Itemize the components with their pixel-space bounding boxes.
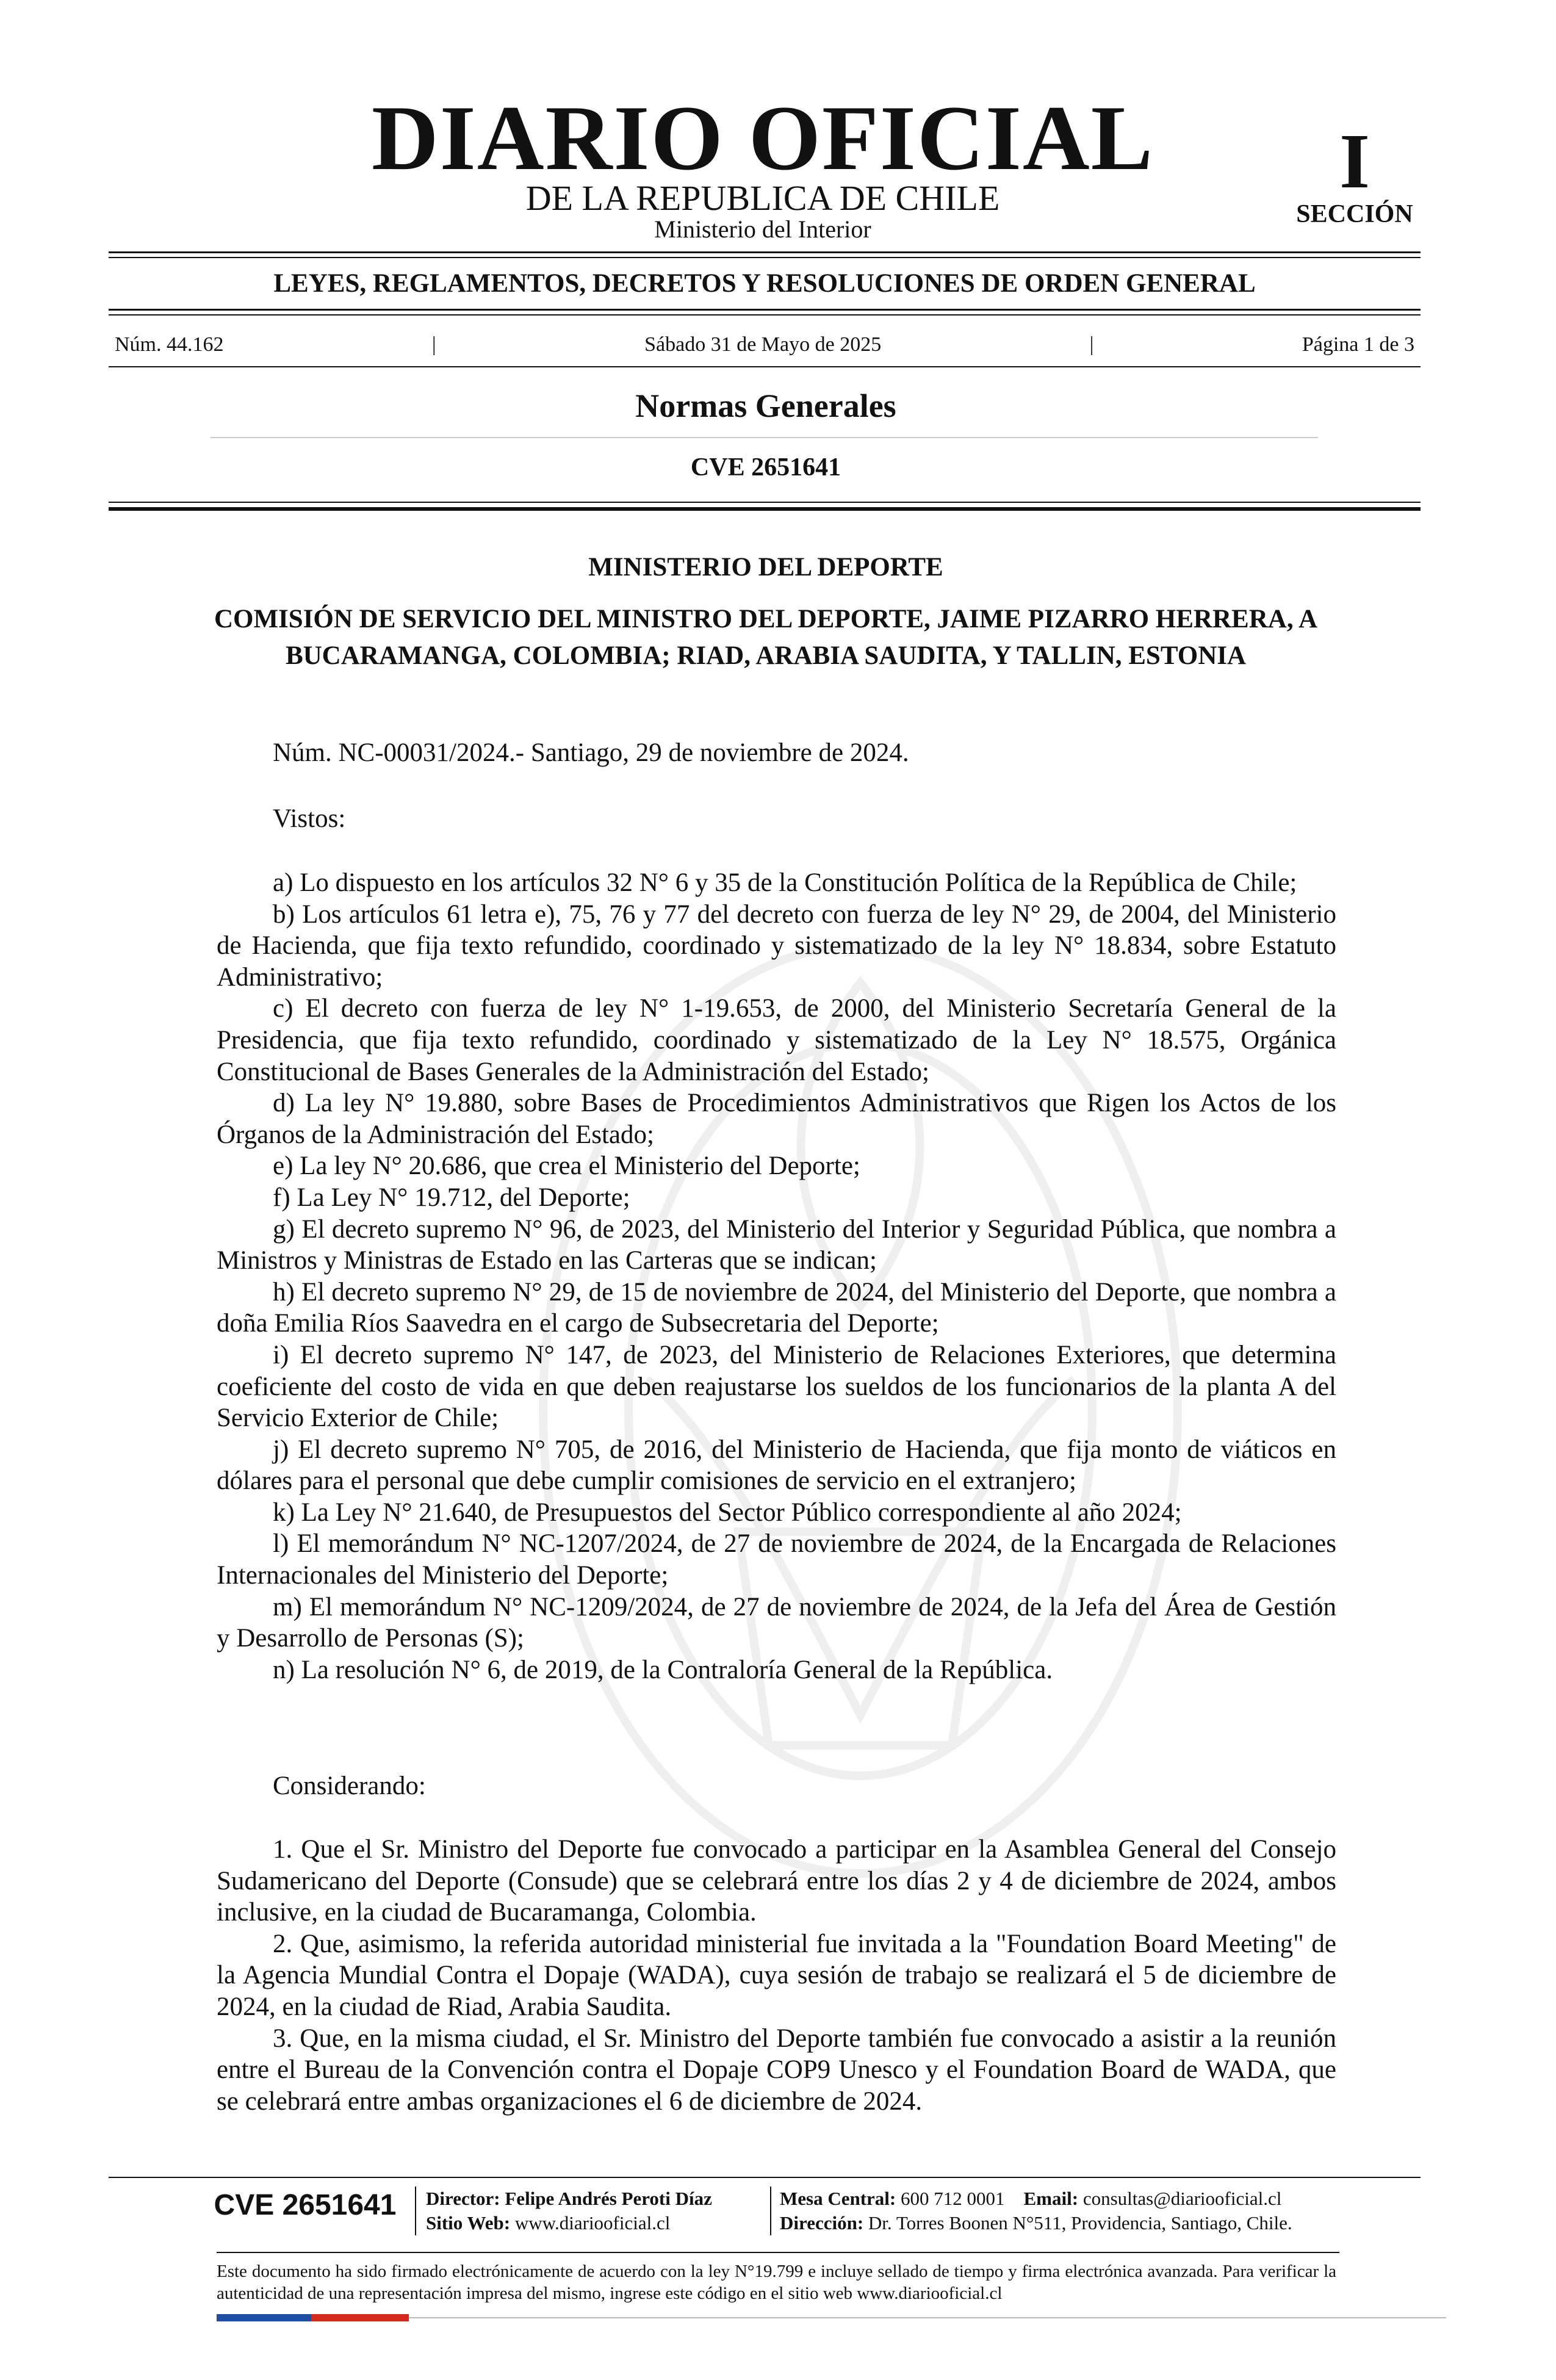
vistos-item: c) El decreto con fuerza de ley N° 1-19.653, de 2000, del Ministerio Secretaría General de la Presidencia, que fija texto refundido, coordinado y sistematizado de la Ley N° 18.575, Orgánica Constitucional de Bases Generales de la Administración del Estado; xyxy=(217,994,1336,1086)
phone-number: 600 712 0001 xyxy=(901,2188,1005,2209)
vistos-label: Vistos: xyxy=(273,804,346,833)
considerando-item: 2. Que, asimismo, la referida autoridad ministerial fue invitada a la "Foundation Board Meeting" de la Agencia Mundial Contra el Dopaje (WADA), cuya sesión de trabajo se realizará el 5 de diciembre de 2024, en la ciudad de Riad, Arabia Saudita. xyxy=(217,1929,1336,2021)
vistos-item: e) La ley N° 20.686, que crea el Ministerio del Deporte; xyxy=(273,1152,860,1181)
signature-disclaimer: Este documento ha sido firmado electrónicamente de acuerdo con la ley N°19.799 e incluye sellado de tiempo y firma electrónica avanzada. Para verificar la autenticidad de una representación impresa del mismo, ingrese este código en el sitio web www.diariooficial.cl xyxy=(217,2262,1336,2303)
footer-director-block xyxy=(426,2187,768,2235)
issue-separator: | xyxy=(431,333,436,356)
director-name: Felipe Andrés Peroti Díaz xyxy=(505,2188,712,2209)
masthead-subtitle: DE LA REPUBLICA DE CHILE xyxy=(525,178,1000,218)
issue-page: Página 1 de 3 xyxy=(1302,333,1414,356)
cve-rule-1 xyxy=(109,502,1421,503)
vistos-item: f) La Ley N° 19.712, del Deporte; xyxy=(273,1183,630,1212)
issue-meta-bar xyxy=(115,334,1414,355)
considerando-item: 1. Que el Sr. Ministro del Deporte fue convocado a participar en la Asamblea General del Consejo Sudamericano del Deporte (Consude) que se celebrará entre los días 2 y 4 de diciembre de 2024, ambos inclusive, en la ciudad de Bucaramanga, Colombia. xyxy=(217,1835,1336,1927)
section-number: I xyxy=(1339,118,1370,204)
footer-separator xyxy=(770,2187,771,2235)
masthead-rule-second xyxy=(109,257,1421,258)
vistos-item: j) El decreto supremo N° 705, de 2016, del Ministerio de Hacienda, que fija monto de viáticos en dólares para el personal que debe cumplir comisiones de servicio en el extranjero; xyxy=(217,1435,1336,1496)
vistos-item: h) El decreto supremo N° 29, de 15 de noviembre de 2024, del Ministerio del Deporte, que nombra a doña Emilia Ríos Saavedra en el cargo de Subsecretaria del Deporte; xyxy=(217,1277,1336,1338)
vistos-item: g) El decreto supremo N° 96, de 2023, del Ministerio del Interior y Seguridad Pública, que nombra a Ministros y Ministras de Estado en las Carteras que se indican; xyxy=(217,1214,1336,1275)
banner-rule-1 xyxy=(109,309,1421,311)
address-text: Dr. Torres Boonen N°511, Providencia, Santiago, Chile. xyxy=(868,2212,1292,2234)
vistos-item: i) El decreto supremo N° 147, de 2023, del Ministerio de Relaciones Exteriores, que determina coeficiente del costo de vida en que deben reajustarse los sueldos de los funcionarios de la planta A del Servicio Exterior de Chile; xyxy=(217,1340,1336,1433)
website-link[interactable]: www.diariooficial.cl xyxy=(514,2212,671,2234)
phone-label: Mesa Central: xyxy=(780,2188,896,2209)
flag-stripe-red xyxy=(311,2314,409,2321)
vistos-item: m) El memorándum N° NC-1209/2024, de 27 de noviembre de 2024, de la Jefa del Área de Gestión y Desarrollo de Personas (S); xyxy=(217,1592,1336,1653)
director-label: Director: xyxy=(426,2188,500,2209)
meta-rule xyxy=(109,366,1421,367)
masthead-title: DIARIO OFICIAL xyxy=(371,87,1154,189)
vistos-item: l) El memorándum N° NC-1207/2024, de 27 de noviembre de 2024, de la Encargada de Relaciones Internacionales del Ministerio del Deporte; xyxy=(217,1529,1336,1590)
document-number-line: Núm. NC-00031/2024.- Santiago, 29 de noviembre de 2024. xyxy=(273,738,909,767)
vistos-list xyxy=(217,867,1336,1686)
email-label: Email: xyxy=(1023,2188,1079,2209)
laws-banner: LEYES, REGLAMENTOS, DECRETOS Y RESOLUCIONES DE ORDEN GENERAL xyxy=(273,269,1256,298)
section-title-divider xyxy=(211,437,1318,438)
vistos-item: k) La Ley N° 21.640, de Presupuestos del Sector Público correspondiente al año 2024; xyxy=(273,1498,1182,1527)
issue-number: Núm. 44.162 xyxy=(115,333,224,356)
footer-cve-code: CVE 2651641 xyxy=(214,2189,397,2221)
flag-stripe-blue xyxy=(217,2314,311,2321)
cve-rule-2 xyxy=(109,507,1421,511)
banner-rule-2 xyxy=(109,314,1421,316)
footer-rule-bottom xyxy=(409,2317,1446,2318)
footer-rule-top xyxy=(109,2177,1421,2178)
footer-rule-mid xyxy=(217,2252,1339,2253)
vistos-item: a) Lo dispuesto en los artículos 32 N° 6 y 35 de la Constitución Política de la República de Chile; xyxy=(273,868,1297,897)
section-title: Normas Generales xyxy=(635,388,896,424)
cve-code: CVE 2651641 xyxy=(690,453,841,481)
considerando-list xyxy=(217,1834,1336,2117)
email-link[interactable]: consultas@diariooficial.cl xyxy=(1082,2188,1282,2209)
considerando-item: 3. Que, en la misma ciudad, el Sr. Ministro del Deporte también fue convocado a asistir a la reunión entre el Bureau de la Convención contra el Dopaje COP9 Unesco y el Foundation Board de WADA, que se celebrará entre ambas organizaciones el 6 de diciembre de 2024. xyxy=(217,2024,1336,2116)
vistos-item: b) Los artículos 61 letra e), 75, 76 y 77 del decreto con fuerza de ley N° 29, de 2004, del Ministerio de Hacienda, que fija texto refundido, coordinado y sistematizado de la ley N° 18.834, sobre Estatuto Administrativo; xyxy=(217,900,1336,992)
web-label: Sitio Web: xyxy=(426,2212,511,2234)
vistos-item: n) La resolución N° 6, de 2019, de la Contraloría General de la República. xyxy=(273,1655,1053,1684)
masthead-ministry: Ministerio del Interior xyxy=(654,215,871,243)
vistos-item: d) La ley N° 19.880, sobre Bases de Procedimientos Administrativos que Rigen los Actos de los Órganos de la Administración del Estado; xyxy=(217,1089,1336,1149)
considerando-label: Considerando: xyxy=(273,1772,426,1800)
footer-contact-block xyxy=(780,2187,1427,2235)
issue-date: Sábado 31 de Mayo de 2025 xyxy=(644,333,882,356)
masthead-rule-top xyxy=(109,251,1421,253)
footer-separator xyxy=(415,2187,416,2235)
issue-separator: | xyxy=(1089,333,1094,356)
document-headline: COMISIÓN DE SERVICIO DEL MINISTRO DEL DEPORTE, JAIME PIZARRO HERRERA, A BUCARAMANGA, COLOMBIA; RIAD, ARABIA SAUDITA, Y TALLIN, ESTONIA xyxy=(214,605,1318,670)
section-label: SECCIÓN xyxy=(1296,200,1413,228)
address-label: Dirección: xyxy=(780,2212,864,2234)
document-ministry: MINISTERIO DEL DEPORTE xyxy=(588,553,943,582)
